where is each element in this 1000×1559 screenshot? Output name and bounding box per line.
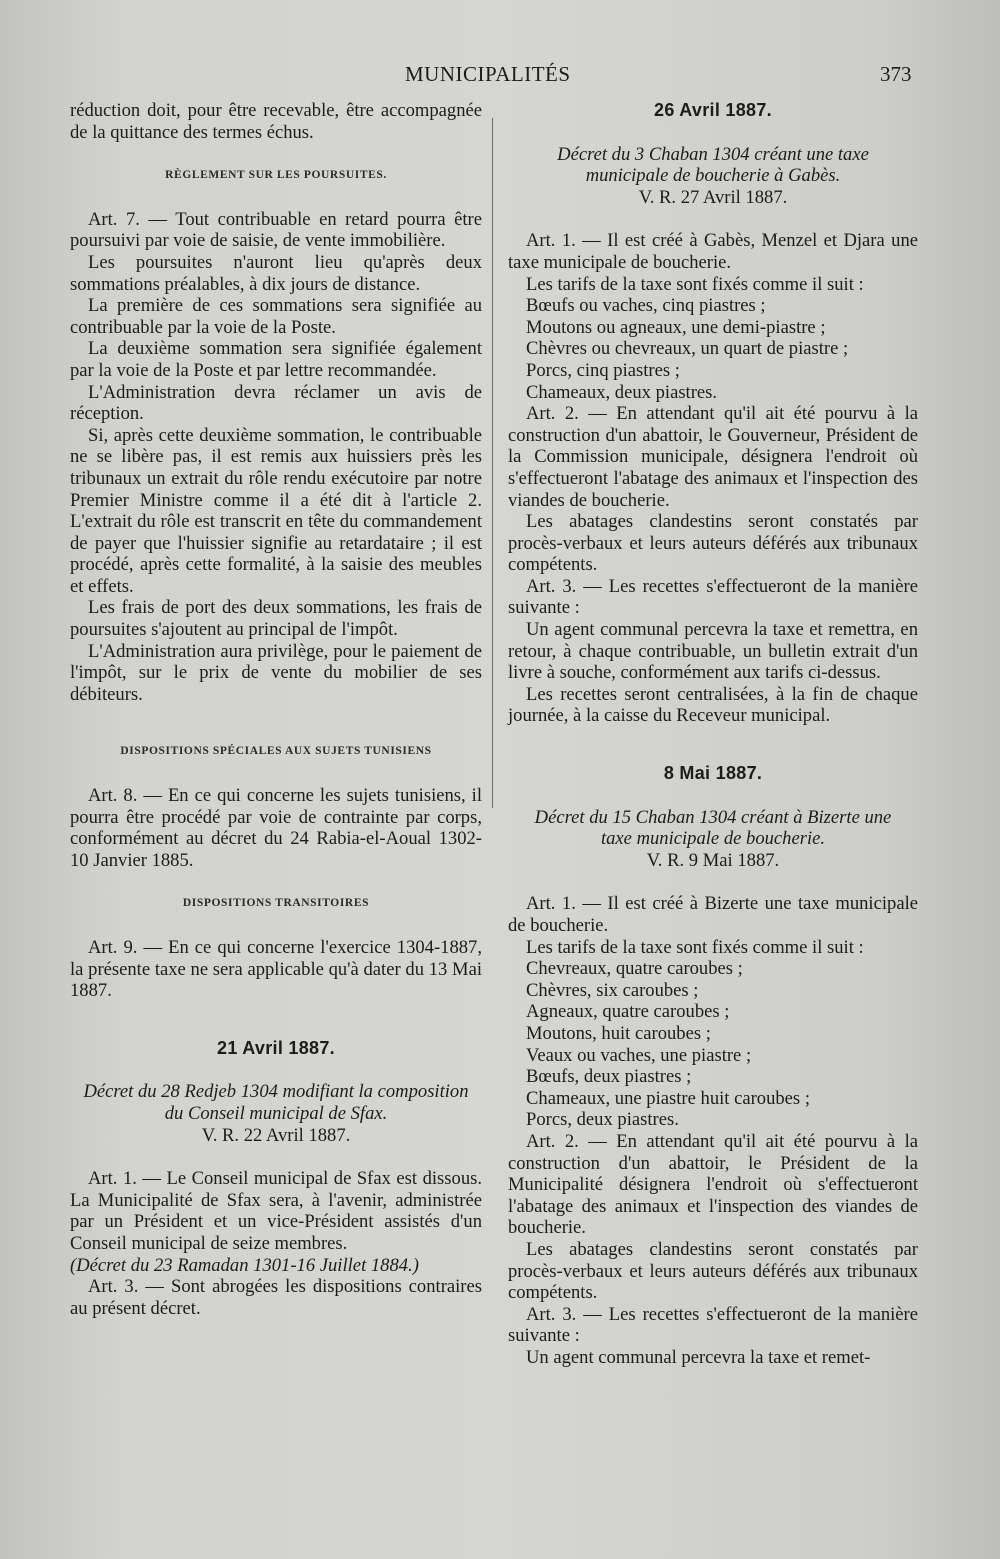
section-heading-poursuites: RÈGLEMENT SUR LES POURSUITES. (165, 169, 387, 182)
article-2-paragraph: Les abatages clandestins seront constatés par procès-verbaux et leurs auteurs déférés aux tribunaux compétents. (508, 1238, 918, 1304)
decree-date-heading: 21 Avril 1887. (217, 1037, 335, 1058)
decree-date-heading: 8 Mai 1887. (663, 763, 763, 784)
decree-publication-ref: V. R. 9 Mai 1887. (646, 849, 780, 871)
tarif-line: Porcs, deux piastres. (526, 1109, 679, 1131)
tarif-line: Chameaux, deux piastres. (526, 381, 718, 403)
article-3-paragraph: Un agent communal percevra la taxe et remettra, en retour, à chaque contribuable, un bulletin extrait d'un livre à souche, conformément aux tarifs ci-dessus. (508, 619, 918, 684)
running-header (0, 62, 1000, 92)
article-7-paragraph: Art. 7. — Tout contribuable en retard pourra être poursuivi par voie de saisie, de vente immobilière. (70, 208, 482, 252)
article-3-paragraph: Les recettes seront centralisées, à la fin de chaque journée, à la caisse du Receveur municipal. (508, 683, 918, 727)
article-9-paragraph: Art. 9. — En ce qui concerne l'exercice 1304-1887, la présente taxe ne sera applicable qu'à dater du 13 Mai 1887. (70, 937, 482, 1002)
article-3-paragraph: Art. 3. — Sont abrogées les dispositions contraires au présent décret. (70, 1276, 482, 1319)
decree-title: Décret du 28 Redjeb 1304 modifiant la composition du Conseil municipal de Sfax. (83, 1081, 469, 1124)
tarif-line: Agneaux, quatre caroubes ; (526, 1001, 730, 1023)
article-8-paragraph: Art. 8. — En ce qui concerne les sujets tunisiens, il pourra être procédé par voie de contrainte par corps, conformément au décret du 24 Rabia-el-Aoual 1302-10 Janvier 1885. (70, 785, 482, 871)
decree-reference: (Décret du 23 Ramadan 1301-16 Juillet 1884.) (70, 1254, 419, 1276)
tarif-line: Moutons ou agneaux, une demi-piastre ; (526, 316, 826, 338)
tarif-line: Chevreaux, quatre caroubes ; (526, 958, 743, 980)
running-title: MUNICIPALITÉS (405, 62, 571, 86)
decree-publication-ref: V. R. 27 Avril 1887. (638, 186, 788, 208)
decree-title: Décret du 3 Chaban 1304 créant une taxe municipale de boucherie à Gabès. (557, 143, 869, 187)
right-column (508, 100, 918, 1368)
article-7-paragraph: L'Administration devra réclamer un avis de réception. (70, 381, 482, 425)
tarif-line: Porcs, cinq piastres ; (526, 359, 680, 381)
article-7-paragraph: Si, après cette deuxième sommation, le contribuable ne se libère pas, il est remis aux huissiers près les tribunaux un extrait du rôle rendu exécutoire par notre Premier Ministre comme il a été dit à l'article 2. L'extrait du rôle est transcrit en tête du commandement de payer que l'huissier signifie au retardataire ; il est procédé, après cette formalité, à la saisie des meubles et effets. (70, 424, 482, 597)
article-1-paragraph: Art. 1. — Il est créé à Bizerte une taxe municipale de boucherie. (508, 893, 918, 936)
tarif-line: Bœufs, deux piastres ; (526, 1066, 692, 1088)
tarifs-intro: Les tarifs de la taxe sont fixés comme il suit : (526, 273, 864, 295)
tarif-line: Chèvres ou chevreaux, un quart de piastre ; (526, 338, 849, 360)
article-1-paragraph: Art. 1. — Le Conseil municipal de Sfax est dissous. La Municipalité de Sfax sera, à l'avenir, administrée par un Président et un vice-Président assistés d'un Conseil municipal de seize membres. (70, 1168, 482, 1254)
decree-publication-ref: V. R. 22 Avril 1887. (201, 1124, 351, 1146)
left-column (70, 100, 482, 1319)
tarifs-intro: Les tarifs de la taxe sont fixés comme il suit : (526, 936, 864, 958)
article-3-paragraph: Un agent communal percevra la taxe et remet- (526, 1346, 871, 1368)
article-2-paragraph: Art. 2. — En attendant qu'il ait été pourvu à la construction d'un abattoir, le Président de la Municipalité désignera l'endroit où s'effectueront l'abatage des animaux et l'inspection des viandes de boucherie. (508, 1130, 918, 1239)
decree-date-heading: 26 Avril 1887. (654, 100, 772, 120)
page-number: 373 (880, 62, 912, 86)
section-heading-transitoires: DISPOSITIONS TRANSITOIRES (182, 897, 370, 910)
tarif-line: Chèvres, six caroubes ; (526, 979, 699, 1001)
tarif-line: Moutons, huit caroubes ; (526, 1022, 711, 1044)
article-2-paragraph: Les abatages clandestins seront constatés par procès-verbaux et leurs auteurs déférés aux tribunaux compétents. (508, 511, 918, 576)
article-7-paragraph: La première de ces sommations sera signifiée au contribuable par la voie de la Poste. (70, 295, 482, 338)
intro-paragraph: réduction doit, pour être recevable, être accompagnée de la quittance des termes échus. (70, 100, 482, 143)
article-3-paragraph: Art. 3. — Les recettes s'effectueront de la manière suivante : (508, 575, 918, 619)
article-1-paragraph: Art. 1. — Il est créé à Gabès, Menzel et Djara une taxe municipale de boucherie. (508, 230, 918, 273)
column-divider (492, 118, 493, 808)
decree-title: Décret du 15 Chaban 1304 créant à Bizerte une taxe municipale de boucherie. (534, 806, 892, 850)
tarif-line: Chameaux, une piastre huit caroubes ; (526, 1087, 810, 1109)
article-7-paragraph: Les frais de port des deux sommations, les frais de poursuites s'ajoutent au principal de l'impôt. (70, 597, 482, 641)
tarif-line: Veaux ou vaches, une piastre ; (526, 1044, 752, 1066)
section-heading-tunisiens: DISPOSITIONS SPÉCIALES AUX SUJETS TUNISIENS (120, 745, 432, 758)
article-3-paragraph: Art. 3. — Les recettes s'effectueront de la manière suivante : (508, 1303, 918, 1347)
tarif-line: Bœufs ou vaches, cinq piastres ; (526, 295, 766, 317)
article-7-paragraph: La deuxième sommation sera signifiée également par la voie de la Poste et par lettre recommandée. (70, 338, 482, 381)
article-7-paragraph: L'Administration aura privilège, pour le paiement de l'impôt, sur le prix de vente du mobilier de ses débiteurs. (70, 640, 482, 705)
article-2-paragraph: Art. 2. — En attendant qu'il ait été pourvu à la construction d'un abattoir, le Gouverneur, Président de la Commission municipale, désignera l'endroit où s'effectueront l'abatage des animaux et l'inspection des viandes de boucherie. (508, 403, 918, 511)
article-7-paragraph: Les poursuites n'auront lieu qu'après deux sommations préalables, à dix jours de distance. (70, 251, 482, 295)
